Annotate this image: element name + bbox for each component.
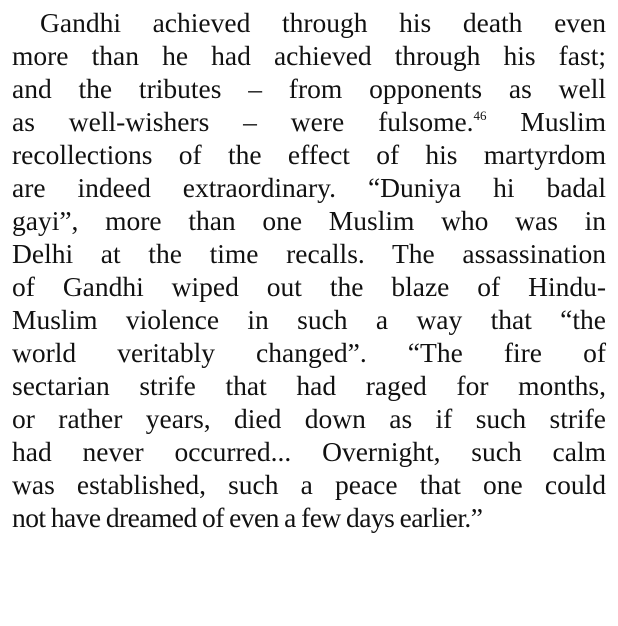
text-line: not have dreamed of even a few days earlier.” (12, 502, 483, 533)
text-line: Muslim violence in such a way that “the (12, 304, 606, 335)
text-line: recollections of the effect of his martyrdom (12, 139, 606, 170)
text-line: Delhi at the time recalls. The assassination (12, 238, 606, 269)
body-paragraph (12, 6, 606, 534)
text-line: Gandhi achieved through his death even (40, 7, 606, 38)
text-line: are indeed extraordinary. “Duniya hi badal (12, 172, 606, 203)
text-line: more than he had achieved through his fast; (12, 40, 606, 71)
footnote-marker: 46 (473, 108, 487, 123)
text-line: world veritably changed”. “The fire of (12, 337, 606, 368)
text-line: sectarian strife that had raged for months, (12, 370, 606, 401)
text-line: of Gandhi wiped out the blaze of Hindu- (12, 271, 606, 302)
text-segment: Muslim (486, 106, 606, 137)
text-line: had never occurred... Overnight, such calm (12, 436, 606, 467)
text-segment: as well-wishers – were fulsome. (12, 106, 474, 137)
text-line: and the tributes – from opponents as well (12, 73, 606, 104)
text-line: was established, such a peace that one could (12, 469, 606, 500)
text-line: or rather years, died down as if such strife (12, 403, 606, 434)
text-line-with-footnote (12, 105, 606, 138)
text-line: gayi”, more than one Muslim who was in (12, 205, 606, 236)
